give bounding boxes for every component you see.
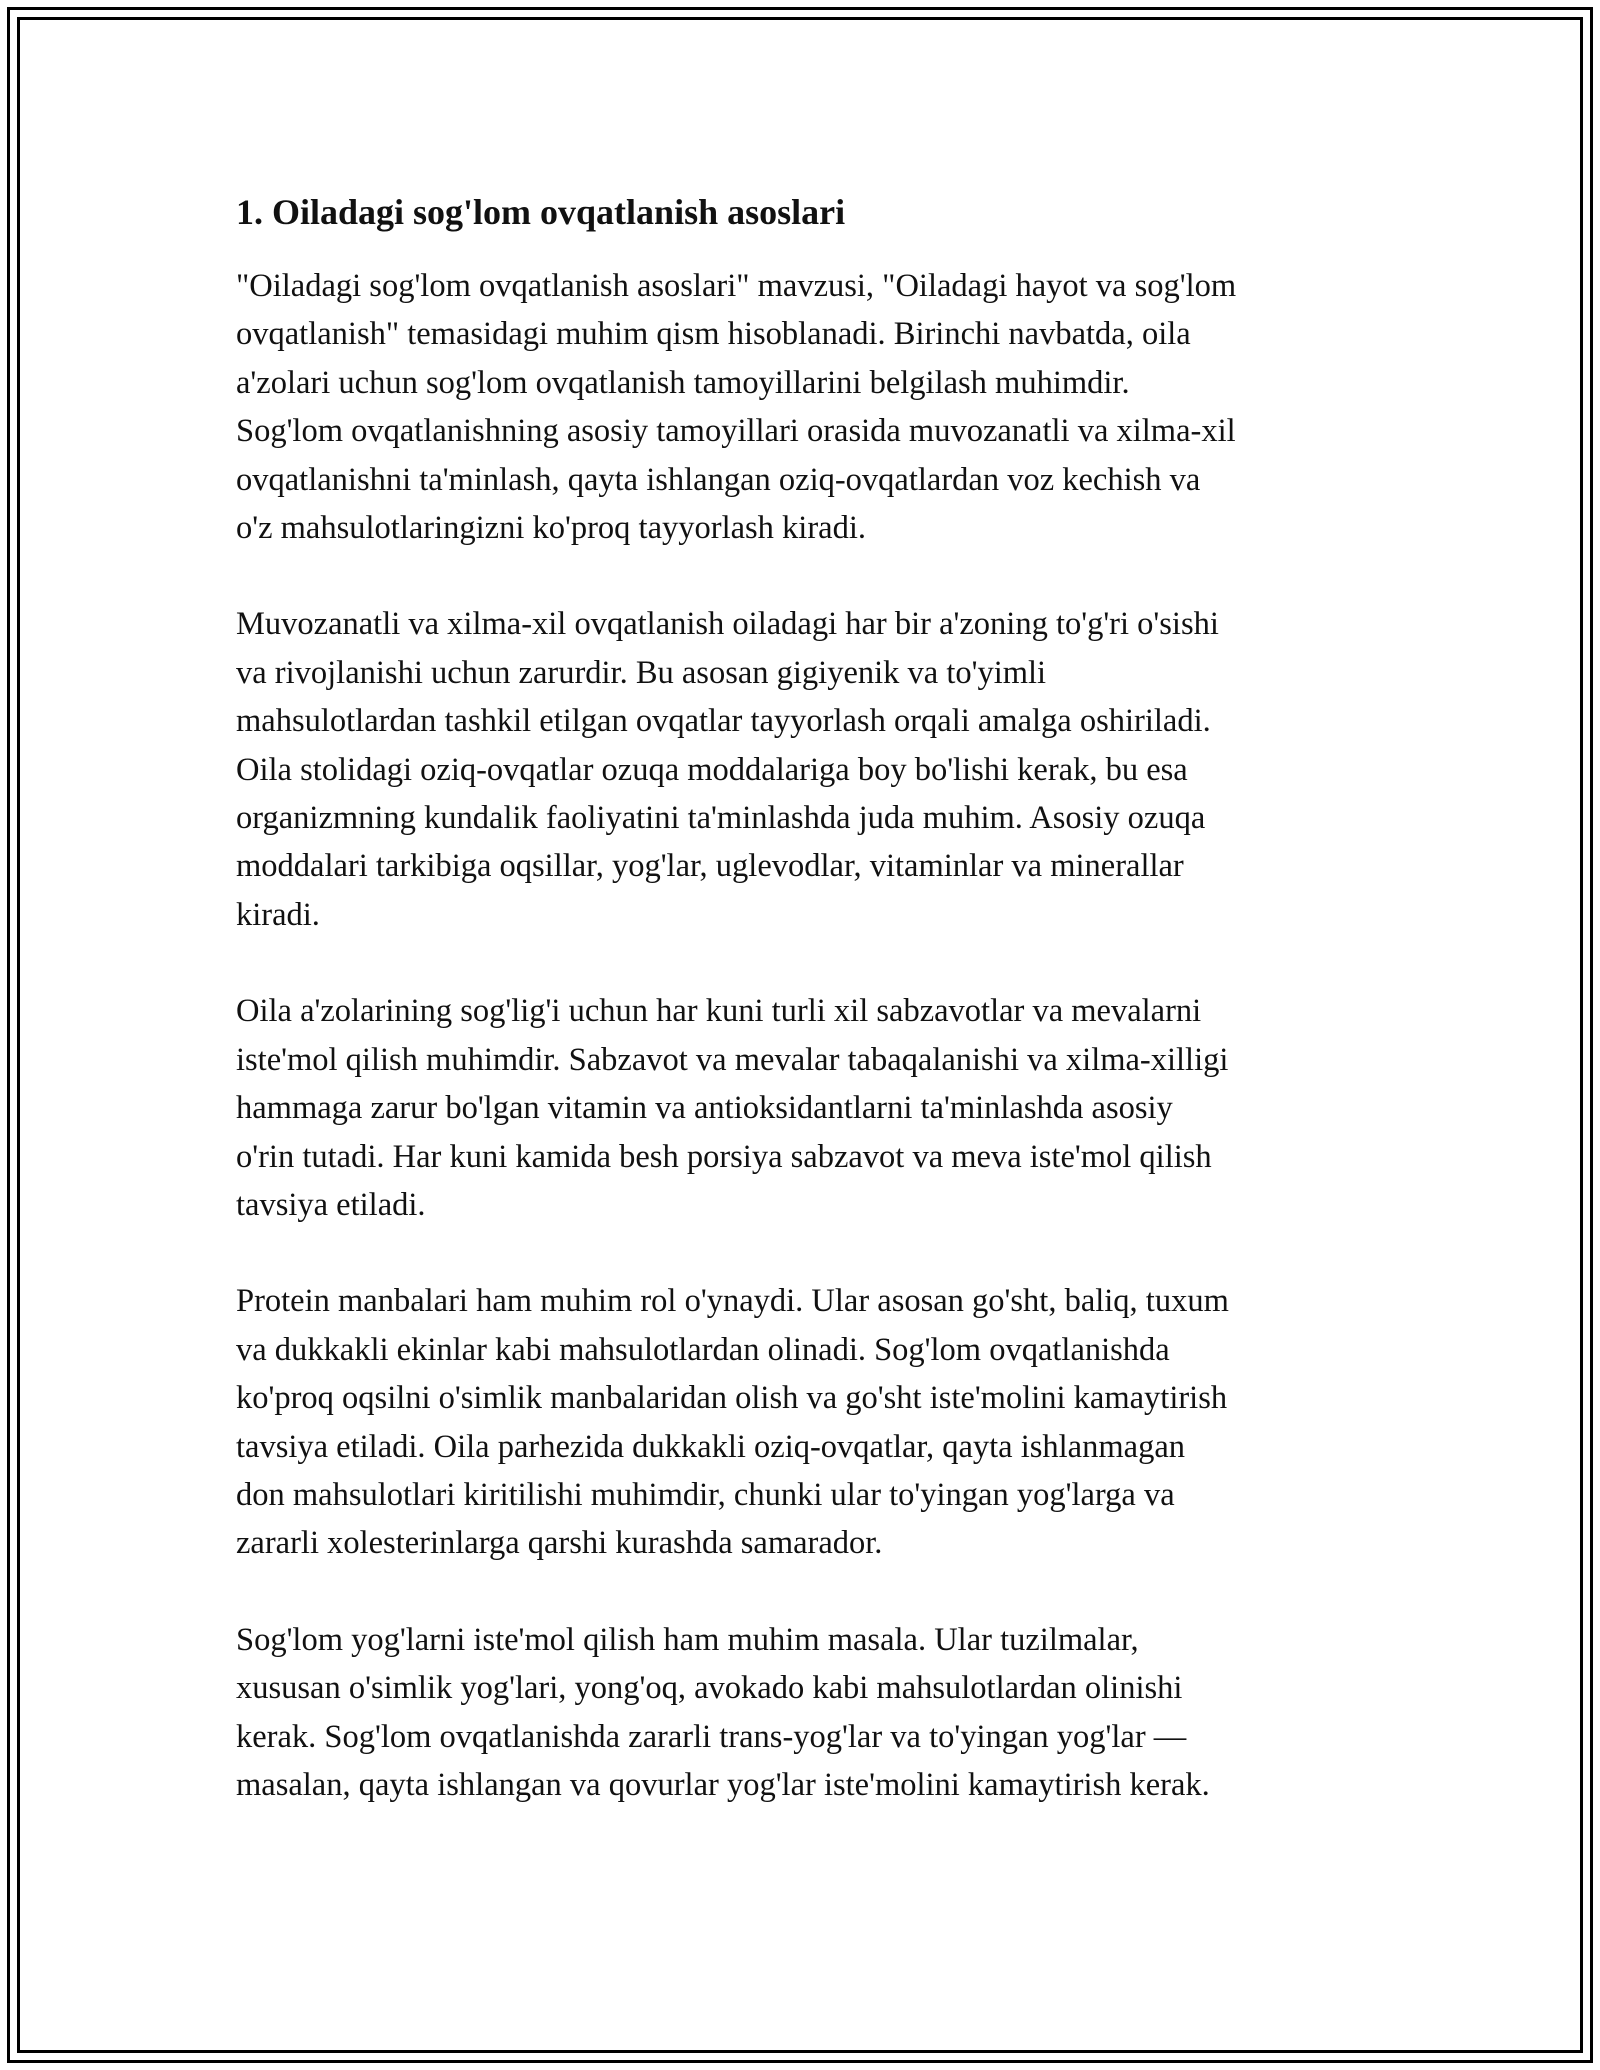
paragraph-balanced-diet: Muvozanatli va xilma-xil ovqatlanish oiladagi har bir a'zoning to'g'ri o'sishi va rivojlanishi uchun zarurdir. Bu asosan gigiyenik va to'yimli mahsulotlardan tashkil etilgan ovqatlar tayyorlash orqali amalga oshiriladi. Oila stolidagi oziq-ovqatlar ozuqa moddalariga boy bo'lishi kerak, bu esa organizmning kundalik faoliyatini ta'minlashda juda muhim. Asosiy ozuqa moddalari tarkibiga oqsillar, yog'lar, uglevodlar, vitaminlar va minerallar kiradi. (236, 606, 1219, 933)
paragraph-protein-sources: Protein manbalari ham muhim rol o'ynaydi. Ular asosan go'sht, baliq, tuxum va dukkakli ekinlar kabi mahsulotlardan olinadi. Sog'lom ovqatlanishda ko'proq oqsilni o'simlik manbalaridan olish va go'sht iste'molini kamaytirish tavsiya etiladi. Oila parhezida dukkakli oziq-ovqatlar, qayta ishlanmagan don mahsulotlari kiritilishi muhimdir, chunki ular to'yingan yog'larga va zararli xolesterinlarga qarshi kurashda samarador. (236, 1283, 1229, 1562)
paragraph-healthy-fats: Sog'lom yog'larni iste'mol qilish ham muhim masala. Ular tuzilmalar, xususan o'simlik yog'lari, yong'oq, avokado kabi mahsulotlardan olinishi kerak. Sog'lom ovqatlanishda zararli trans-yog'lar va to'yingan yog'lar — masalan, qayta ishlangan va qovurlar yog'lar iste'molini kamaytirish kerak. (236, 1621, 1210, 1803)
paragraph-vegetables-fruits: Oila a'zolarining sog'lig'i uchun har kuni turli xil sabzavotlar va mevalarni iste'mol qilish muhimdir. Sabzavot va mevalar tabaqalanishi va xilma-xilligi hammaga zarur bo'lgan vitamin va antioksidantlarni ta'minlashda asosiy o'rin tutadi. Har kuni kamida besh porsiya sabzavot va meva iste'mol qilish tavsiya etiladi. (236, 993, 1229, 1223)
paragraph-intro: "Oiladagi sog'lom ovqatlanish asoslari" mavzusi, "Oiladagi hayot va sog'lom ovqatlanish" temasidagi muhim qism hisoblanadi. Birinchi navbatda, oila a'zolari uchun sog'lom ovqatlanish tamoyillarini belgilash muhimdir. Sog'lom ovqatlanishning asosiy tamoyillari orasida muvozanatli va xilma-xil ovqatlanishni ta'minlash, qayta ishlangan oziq-ovqatlardan voz kechish va o'z mahsulotlaringizni ko'proq tayyorlash kiradi. (236, 268, 1237, 547)
document-body (236, 184, 1376, 1857)
section-heading: 1. Oiladagi sog'lom ovqatlanish asoslari (236, 192, 846, 232)
